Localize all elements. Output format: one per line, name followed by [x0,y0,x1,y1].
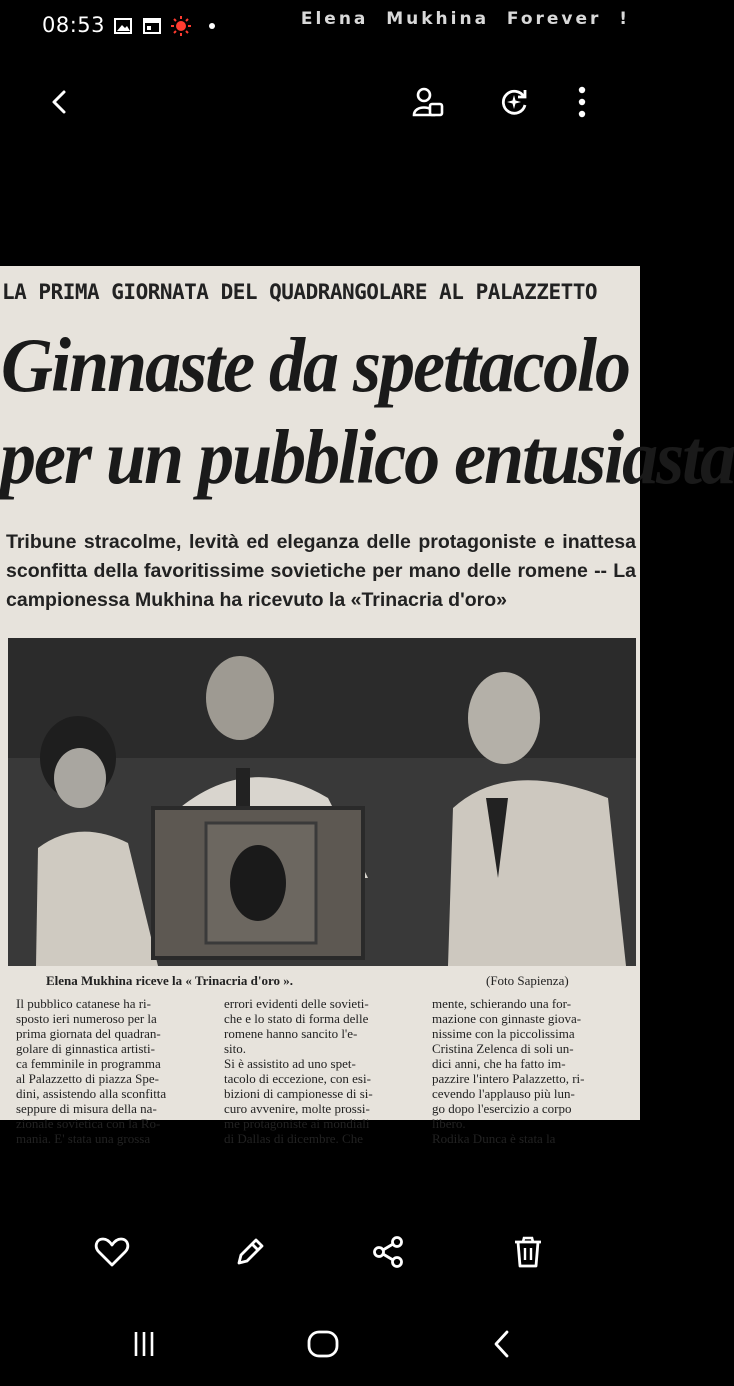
col1-line: seppure di misura della na- [16,1101,157,1116]
col1-line: sposto ieri numeroso per la [16,1011,157,1026]
more-options-icon[interactable] [562,82,602,122]
photo-caption: Elena Mukhina riceve la « Trinacria d'oro ». [46,973,293,988]
notification-dot-icon [204,16,224,36]
col3-line: go dopo l'esercizio a corpo [432,1101,572,1116]
viewer-action-bar [0,1220,640,1280]
article-subheadline: Tribune stracolme, levità ed eleganza delle protagoniste e inattesa sconfitta della favoritissime sovietiche per mano delle romene -- La campionessa Mukhina ha ricevuto la «Trinacria d'oro» [6,531,636,611]
newspaper-clipping-image[interactable] [0,266,734,1146]
headline-line-2: per un pubblico entusiasta [0,413,734,501]
col3-line: dici anni, che ha fatto im- [432,1056,566,1071]
headline-line-1: Ginnaste da spettacolo [0,321,629,409]
col3-line: mente, schierando una for- [432,996,572,1011]
col1-line: al Palazzetto di piazza Spe- [16,1071,159,1086]
favorite-heart-icon[interactable] [92,1232,132,1272]
recording-icon [171,16,191,36]
col1-line: prima giornata del quadran- [16,1026,161,1041]
recent-apps-icon[interactable] [124,1324,164,1364]
col3-line: pazzire l'intero Palazzetto, ri- [432,1071,585,1086]
gallery-icon [113,16,133,36]
col3-line: Cristina Zelenca di soli un- [432,1041,574,1056]
col3-line: Rodika Dunca è stata la [432,1131,556,1146]
col1-line: ca femminile in programma [16,1056,161,1071]
viewer-top-bar [0,70,640,134]
col3-line: nissime con la piccolissima [432,1026,575,1041]
col1-line: Il pubblico catanese ha ri- [16,996,151,1011]
col2-line: che e lo stato di forma delle [224,1011,369,1026]
col1-line: dini, assistendo alla sconfitta [16,1086,167,1101]
status-bar [0,0,640,52]
person-tag-icon[interactable] [408,82,448,122]
col3-line: mazione con ginnaste giova- [432,1011,582,1026]
watermark-text: Elena Mukhina Forever ! [300,9,630,29]
col1-line: zionale sovietica con la Ro- [16,1116,161,1131]
edit-pencil-icon[interactable] [230,1232,270,1272]
col2-line: me protagoniste ai mondiali [224,1116,370,1131]
system-navigation-bar [0,1306,640,1382]
article-kicker: LA PRIMA GIORNATA DEL QUADRANGOLARE AL PALAZZETTO [2,280,598,304]
col2-line: Si è assistito ad uno spet- [224,1056,356,1071]
col2-line: bizioni di campionesse di si- [224,1086,373,1101]
calendar-icon [142,16,162,36]
col2-line: di Dallas di dicembre. Che [224,1131,363,1146]
col3-line: libero. [432,1116,466,1131]
col3-line: cevendo l'applauso più lun- [432,1086,575,1101]
home-icon[interactable] [303,1324,343,1364]
article-column-2 [224,996,420,1146]
col2-line: tacolo di eccezione, con esi- [224,1071,371,1086]
col2-line: sito. [224,1041,247,1056]
article-column-1 [16,996,212,1146]
article-column-3 [432,996,628,1146]
photo-credit: (Foto Sapienza) [486,973,569,988]
share-icon[interactable] [368,1232,408,1272]
col1-line: mania. E' stata una grossa [16,1131,151,1146]
award-photo [8,638,636,966]
back-arrow-icon[interactable] [40,82,80,122]
article-body [8,996,640,1146]
col2-line: errori evidenti delle sovieti- [224,996,369,1011]
status-time: 08:53 [42,13,106,37]
col2-line: curo avvenire, molte prossi- [224,1101,370,1116]
col1-line: golare di ginnastica artisti- [16,1041,155,1056]
col2-line: romene hanno sancito l'e- [224,1026,358,1041]
remaster-icon[interactable] [494,82,534,122]
back-icon[interactable] [482,1324,522,1364]
delete-trash-icon[interactable] [508,1232,548,1272]
